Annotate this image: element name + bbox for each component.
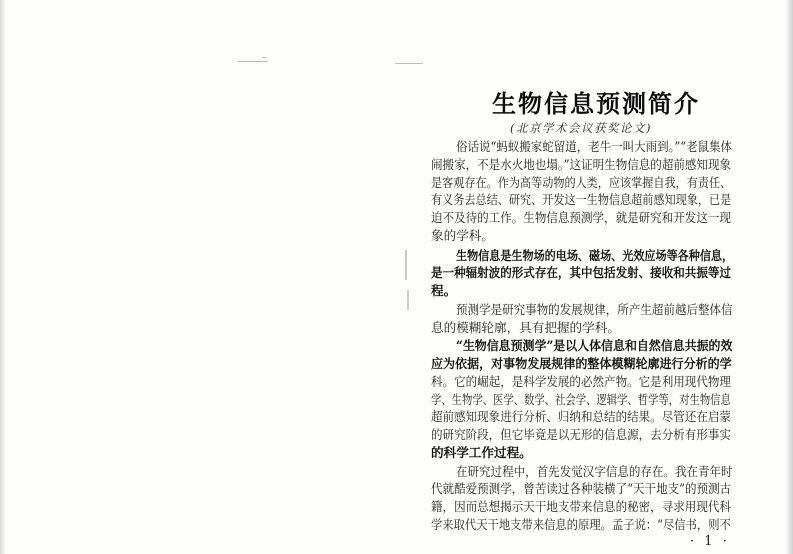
paragraph-line: 科。它的崛起，是科学发展的必然产物。它是利用现代物理 [431, 373, 731, 389]
gutter-mark [407, 290, 409, 310]
paragraph-line: 迫不及待的工作。生物信息预测学，就是研究和开发这一现 [431, 210, 731, 226]
scan-speck [238, 61, 268, 62]
paragraph-line: 的研究阶段，但它毕竟是以无形的信息源，去分析有形事实 [431, 427, 731, 443]
paragraph-line: 有义务去总结、研究、开发这一生物信息超前感知现象，已是 [431, 192, 732, 208]
paragraph-line: “生物信息预测学”是以人体信息和自然信息共振的效 [456, 338, 733, 354]
paragraph-line: 学、生物学、医学、数学、社会学、逻辑学、哲学等，对生物信息 [431, 391, 731, 407]
scan-speck [395, 63, 423, 64]
left-page-edge-shadow [0, 0, 6, 554]
page-number: · 1 · [690, 534, 730, 549]
paragraph-line: 象的学科。 [431, 227, 494, 243]
paragraph-line: 息的模糊轮廓，具有把握的学科。 [431, 319, 620, 335]
paragraph-line: 闹搬家，不是水火地也塌。”这证明生物信息的超前感知现象 [431, 156, 732, 172]
paragraph-line: 在研究过程中，首先发觉汉字信息的存在。我在青年时 [456, 463, 733, 479]
paragraph-line: 超前感知现象进行分析、归纳和总结的结果。尽管还在启蒙 [431, 409, 731, 425]
paragraph-line: 是一种辐射波的形式存在，其中包括发射、接收和共振等过 [431, 265, 731, 281]
paragraph-line: 生物信息是生物场的电场、磁场、光效应场等各种信息， [456, 247, 734, 263]
article-subtitle: (北京学术会议获奖论文) [510, 121, 652, 135]
paragraph-line: 籍，因而总想揭示天干地支带来信息的秘密，寻求用现代科 [431, 499, 731, 515]
article-title: 生物信息预测简介 [492, 90, 700, 118]
right-page-edge-shadow [785, 0, 793, 554]
paragraph-line: 学来取代天干地支带来信息的原理。孟子说：“尽信书，则不 [431, 517, 731, 532]
paragraph-line: 应为依据，对事物发展规律的整体模糊轮廓进行分析的学 [431, 356, 732, 372]
paragraph-line: 俗话说“蚂蚁搬家蛇留道，老牛一叫大雨到。”“老鼠集体 [456, 139, 733, 154]
paragraph-line: 是客观存在。作为高等动物的人类，应该掌握自我，有责任、 [431, 174, 732, 190]
paragraph-line: 的科学工作过程。 [431, 444, 532, 460]
scan-speck [262, 57, 266, 58]
paragraph-line: 代就酷爱预测学，曾苦读过各种装横了“天干地支”的预测古 [431, 481, 732, 497]
paragraph-line: 预测学是研究事物的发展规律，所产生超前越后整体信 [456, 301, 733, 317]
paragraph-line: 程。 [431, 283, 457, 299]
gutter-mark [405, 250, 407, 280]
